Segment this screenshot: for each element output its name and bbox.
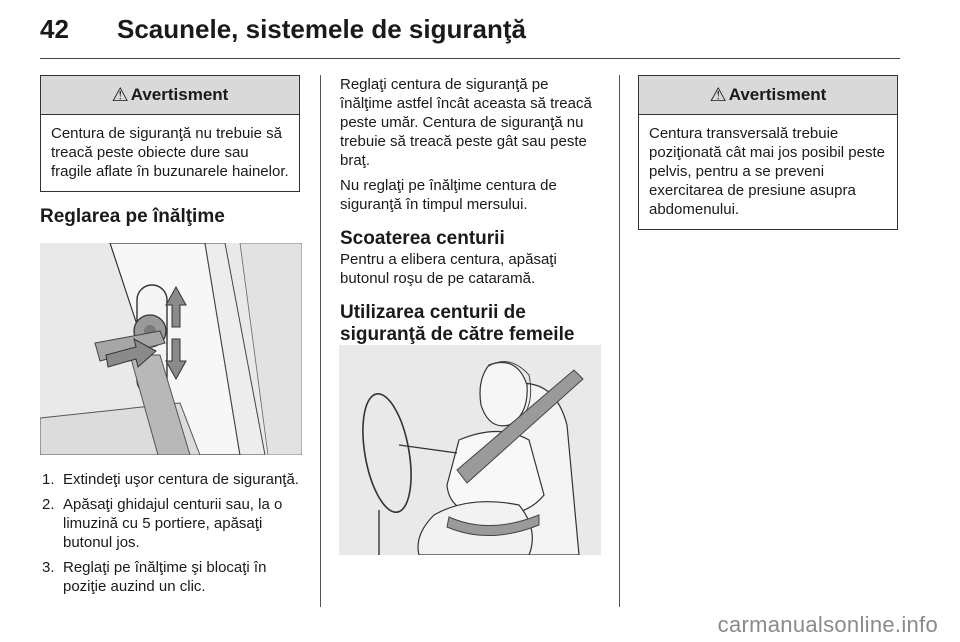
column-2: [340, 75, 602, 368]
pregnant-driver-drawing: [339, 345, 601, 555]
page-header: [0, 0, 960, 60]
paragraph-height-guidance: Reglaţi centura de siguranţă pe înălţime astfel încât aceasta să treacă peste umăr. Centura de siguranţă nu trebuie să treacă peste gât sau peste braţ.: [340, 76, 592, 169]
warning-header: [41, 76, 299, 115]
step-number: 1.: [42, 471, 55, 488]
warning-box-pregnancy: [638, 75, 898, 230]
step-number: 2.: [42, 496, 55, 513]
warning-heading: Avertisment: [728, 85, 827, 104]
list-item: [40, 470, 302, 489]
belt-adjuster-drawing: [40, 243, 302, 455]
pregnant-driver-illustration: [339, 345, 601, 555]
section-heading-height-adjust: Reglarea pe înălţime: [40, 206, 225, 227]
warning-heading: Avertisment: [130, 85, 229, 104]
page-title: Scaunele, sistemele de siguranţă: [117, 14, 526, 44]
section-heading-removal: Scoaterea centurii: [340, 228, 505, 249]
step-number: 3.: [42, 559, 55, 576]
paragraph-release-belt: Pentru a elibera centura, apăsaţi butonul roşu de pe cataramă.: [340, 251, 557, 287]
list-item: [40, 558, 302, 596]
paragraph-no-adjust-driving: Nu reglaţi pe înălţime centura de siguranţă în timpul mersului.: [340, 177, 557, 213]
steps-list: [40, 470, 302, 596]
list-item: [40, 495, 302, 552]
warning-header: [639, 76, 897, 115]
step-text: Apăsaţi ghidajul centurii sau, la o limuzină cu 5 portiere, apăsaţi butonul jos.: [63, 496, 283, 551]
column-1: [40, 75, 302, 228]
column-divider-1: [320, 75, 321, 607]
step-text: Reglaţi pe înălţime şi blocaţi în poziţie auzind un clic.: [63, 559, 267, 595]
belt-height-adjuster-illustration: [40, 243, 302, 455]
step-text: Extindeţi uşor centura de siguranţă.: [63, 471, 299, 488]
warning-box: [40, 75, 300, 192]
steps-list-container: [40, 470, 302, 602]
warning-text: Centura de siguranţă nu trebuie să treacă peste obiecte dure sau fragile aflate în buzunarele hainelor.: [51, 125, 289, 180]
warning-text: Centura transversală trebuie poziţionată cât mai jos posibil peste pelvis, pentru a se preveni exercitarea de presiune asupra abdomenului.: [649, 125, 885, 218]
watermark: carmanualsonline.info: [717, 612, 938, 637]
warning-triangle-icon: ⚠: [111, 84, 129, 106]
warning-triangle-icon: ⚠: [709, 84, 727, 106]
header-divider: [40, 58, 900, 59]
page-number: 42: [40, 14, 69, 44]
section-heading-pregnant-women: Utilizarea centurii de siguranţă de către femeile: [340, 302, 575, 345]
column-3: [638, 75, 900, 230]
column-divider-2: [619, 75, 620, 607]
